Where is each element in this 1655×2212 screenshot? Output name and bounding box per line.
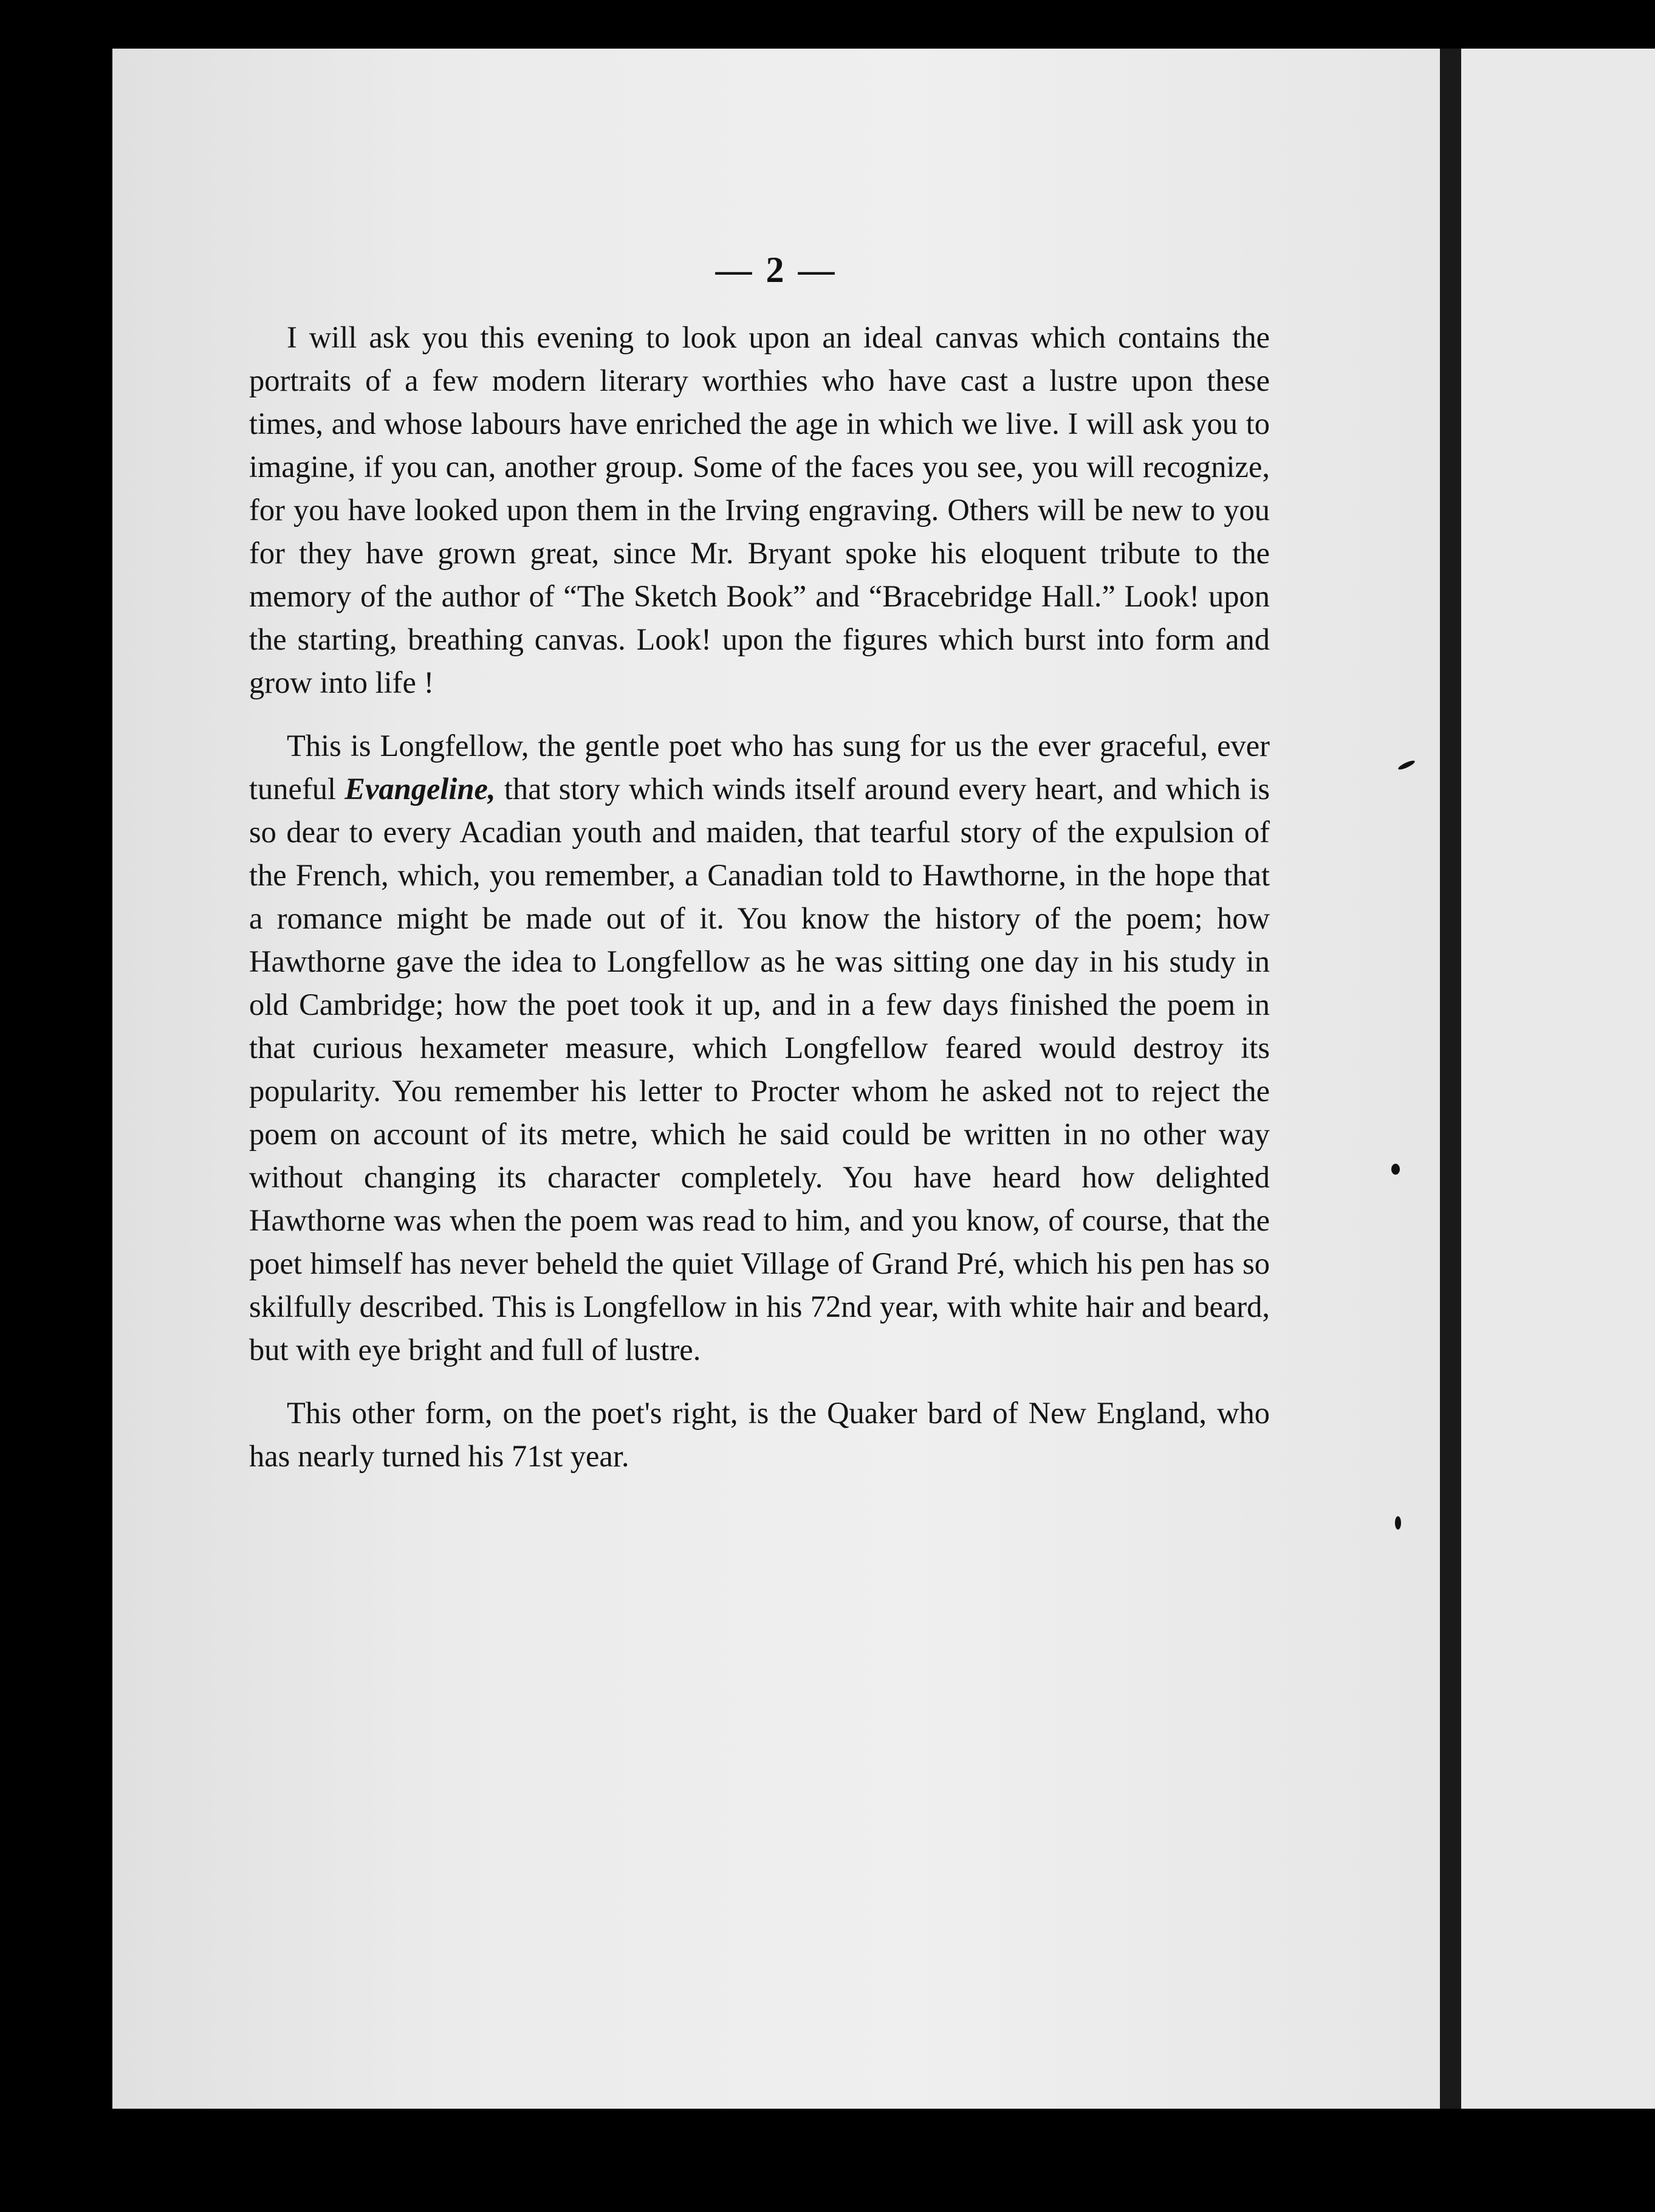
facing-page-edge: [1461, 49, 1655, 2109]
paragraph-ideal-canvas: I will ask you this evening to look upon an ideal canvas which contains the portraits of a few modern literary worthies who have cast a lustre upon these times, and whose labours have enriched the age in which we live. I will ask you to imagine, if you can, another group. Some of the faces you see, you will recognize, for you have looked upon them in the Irving engraving. Others will be new to you for they have grown great, since Mr. Bryant spoke his eloquent tribute to the memory of the author of “The Sketch Book” and “Bracebridge Hall.” Look! upon the starting, breathing canvas. Look! upon the figures which burst into form and grow into life !: [249, 320, 1270, 699]
body-text: [249, 316, 1270, 1498]
page-number: — 2 —: [715, 250, 837, 290]
paragraph-longfellow-start: This is Longfellow, the gentle poet who has sung for us the ever graceful, ever tuneful: [249, 729, 1270, 806]
paragraph-longfellow: [249, 724, 1270, 1372]
ink-speck: [1395, 1516, 1401, 1530]
evangeline-title: Evangeline,: [344, 772, 496, 806]
book-gutter: [1440, 49, 1461, 2109]
paragraph-quaker-bard: This other form, on the poet's right, is the Quaker bard of New England, who has nearly turned his 71st year.: [249, 1396, 1270, 1473]
paragraph-longfellow-rest: that story which winds itself around every heart, and which is so dear to every Acadian youth and maiden, that tearful story of the expulsion of the French, which, you remember, a Canadian told to Hawthorne, in the hope that a romance might be made out of it. You know the history of the poem; how Hawthorne gave the idea to Longfellow as he was sitting one day in his study in old Cambridge; how the poet took it up, and in a few days finished the poem in that curious hexameter measure, which Longfellow feared would destroy its popularity. You remember his letter to Procter whom he asked not to reject the poem on account of its metre, which he said could be written in no other way without changing its character completely. You have heard how delighted Hawthorne was when the poem was read to him, and you know, of course, that the poet himself has never beheld the quiet Village of Grand Pré, which his pen has so skilfully described. This is Longfellow in his 72nd year, with white hair and beard, but with eye bright and full of lustre.: [249, 772, 1270, 1367]
ink-speck: [1391, 1164, 1400, 1175]
